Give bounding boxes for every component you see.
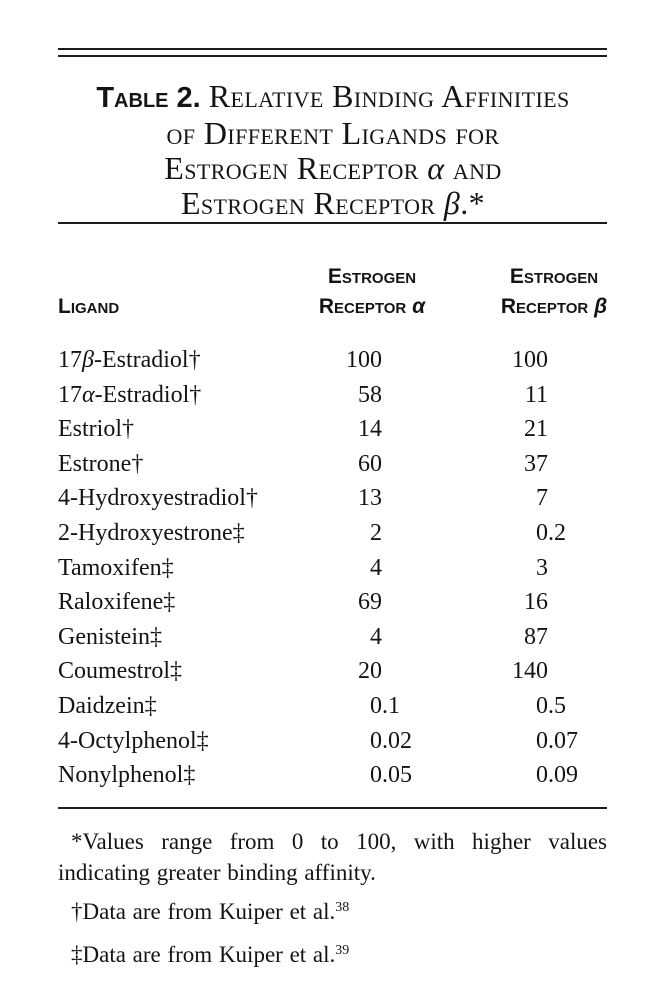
ligand-cell: Estriol† [58, 416, 134, 443]
table-number-label: Table 2. [96, 82, 201, 114]
table-body [58, 343, 607, 793]
er-beta-value: 0.07 [536, 727, 578, 754]
er-beta-value: 0.5 [536, 692, 566, 719]
column-header-er-beta [444, 262, 664, 322]
table-bottom-rule [58, 807, 607, 809]
column-header-ligand: Ligand [58, 295, 120, 318]
ligand-cell: 17β-Estradiol† [58, 347, 201, 373]
table-title-line3: Estrogen Receptor α and [164, 150, 502, 186]
er-alpha-value: 13 [358, 485, 382, 512]
table-row [58, 724, 607, 759]
table-row [58, 343, 607, 378]
ligand-cell: Raloxifene‡ [58, 589, 176, 616]
table-title [0, 79, 666, 221]
ligand-cell: Coumestrol‡ [58, 658, 182, 685]
ligand-cell: 4-Octylphenol‡ [58, 727, 209, 754]
table-header-row [58, 256, 607, 322]
er-beta-value: 100 [512, 347, 548, 373]
footnotes [58, 826, 607, 974]
er-beta-value: 87 [524, 623, 548, 650]
ligand-cell: Genistein‡ [58, 623, 162, 650]
er-alpha-value: 0.05 [370, 762, 412, 789]
ligand-cell: 2-Hydroxyestrone‡ [58, 519, 245, 546]
er-alpha-value: 100 [346, 347, 382, 373]
er-beta-value: 7 [536, 485, 548, 512]
title-separator-rule [58, 222, 607, 224]
table-row [58, 551, 607, 586]
footnote: †Data are from Kuiper et al.$^{38}$ [71, 899, 350, 924]
er-alpha-value: 0.02 [370, 727, 412, 754]
footnote: ‡Data are from Kuiper et al.$^{39}$ [71, 942, 350, 967]
ligand-cell: 17α-Estradiol† [58, 381, 202, 408]
ligand-cell: Nonylphenol‡ [58, 762, 196, 789]
column-header-er-beta-line1: Estrogen [509, 265, 599, 288]
ligand-cell: 4-Hydroxyestradiol† [58, 485, 258, 512]
table-row [58, 378, 607, 413]
table-row [58, 412, 607, 447]
table-title-line4: Estrogen Receptor β.* [180, 185, 486, 221]
er-beta-value: 21 [524, 416, 548, 443]
footnote-reference-superscript: 38 [335, 900, 350, 915]
table-row [58, 481, 607, 516]
ligand-cell: Tamoxifen‡ [58, 554, 174, 581]
er-alpha-value: 60 [358, 450, 382, 477]
er-alpha-value: 4 [370, 554, 382, 581]
table-title-line2: of Different Ligands for [166, 115, 500, 151]
top-double-rule [58, 48, 607, 57]
table-row [58, 654, 607, 689]
ligand-cell: Daidzein‡ [58, 692, 157, 719]
er-beta-value: 0.2 [536, 519, 566, 546]
er-alpha-value: 0.1 [370, 692, 400, 719]
column-header-er-beta-line2: Receptor β [500, 295, 608, 318]
er-alpha-value: 58 [358, 381, 382, 408]
er-alpha-value: 4 [370, 623, 382, 650]
er-beta-value: 37 [524, 450, 548, 477]
footnote-reference-superscript: 39 [335, 943, 350, 958]
table-row [58, 620, 607, 655]
er-alpha-value: 69 [358, 589, 382, 616]
er-beta-value: 0.09 [536, 762, 578, 789]
column-header-er-alpha-line2: Receptor α [318, 295, 426, 318]
table-row [58, 689, 607, 724]
table-row [58, 585, 607, 620]
table-title-rest: Relative Binding Affinities [208, 78, 570, 114]
column-header-er-alpha-line1: Estrogen [327, 265, 417, 288]
er-beta-value: 3 [536, 554, 548, 581]
table-row [58, 516, 607, 551]
er-beta-value: 16 [524, 589, 548, 616]
er-alpha-value: 2 [370, 519, 382, 546]
er-beta-value: 11 [524, 381, 548, 408]
er-alpha-value: 14 [358, 416, 382, 443]
er-alpha-value: 20 [358, 658, 382, 685]
footnote: *Values range from 0 to 100, with higher values indicating greater binding affinity. [58, 829, 607, 885]
table-title-line1 [0, 79, 666, 116]
ligand-cell: Estrone† [58, 450, 144, 477]
table-row [58, 447, 607, 482]
er-beta-value: 140 [512, 658, 548, 685]
table-row [58, 758, 607, 793]
